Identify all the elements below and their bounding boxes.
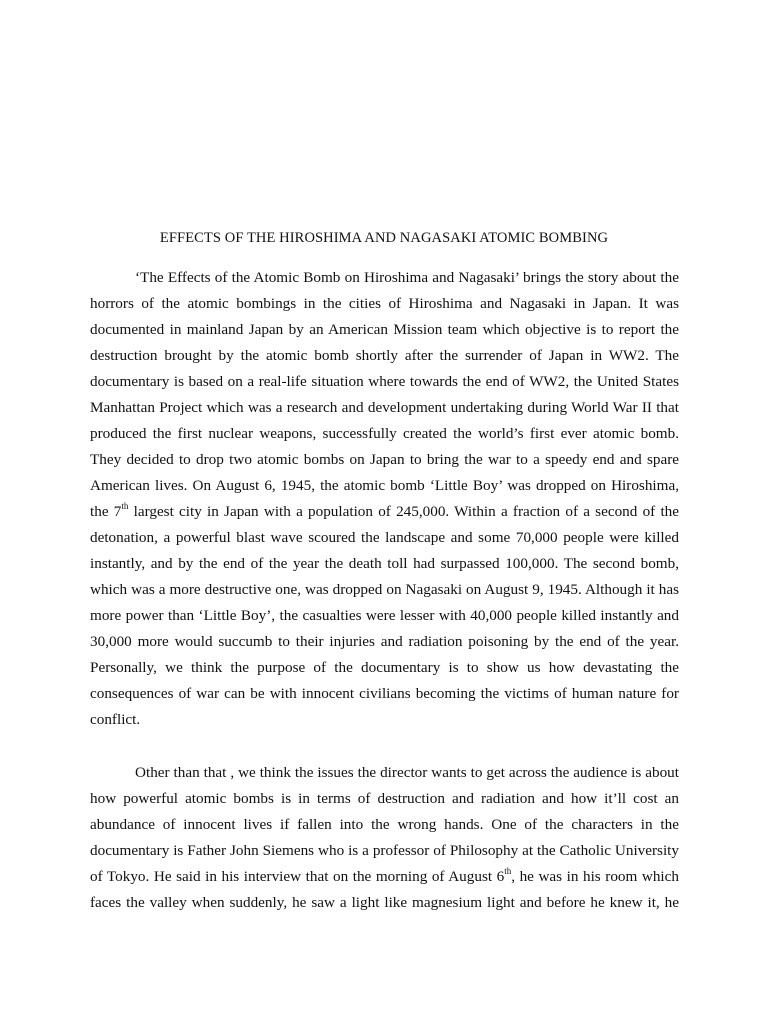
paragraph-line: Other than that , we think the issues the director wants to get across the audience is about xyxy=(135,764,679,781)
paragraph-line: consequences of war can be with innocent civilians becoming the victims of human nature for xyxy=(90,685,679,702)
paragraph-line: which was a more destructive one, was dropped on Nagasaki on August 9, 1945. Although it has xyxy=(90,581,679,598)
paragraph-line: how powerful atomic bombs is in terms of destruction and radiation and how it’ll cost an xyxy=(90,790,679,807)
line-text: , he was in his room which xyxy=(511,868,679,885)
paragraph-line xyxy=(90,864,679,890)
paragraph-line: 30,000 more would succumb to their injuries and radiation poisoning by the end of the year. xyxy=(90,633,679,650)
paragraph-line: produced the first nuclear weapons, successfully created the world’s first ever atomic bomb. xyxy=(90,425,679,442)
paragraph-line: documentary is Father John Siemens who is a professor of Philosophy at the Catholic University xyxy=(90,842,679,859)
paragraph-line: abundance of innocent lives if fallen into the wrong hands. One of the characters in the xyxy=(90,816,679,833)
document-title: EFFECTS OF THE HIROSHIMA AND NAGASAKI ATOMIC BOMBING xyxy=(159,230,609,246)
paragraph-line: Manhattan Project which was a research and development undertaking during World War II that xyxy=(90,399,679,416)
paragraph-line: destruction brought by the atomic bomb shortly after the surrender of Japan in WW2. The xyxy=(90,347,679,364)
paragraph-line: conflict. xyxy=(90,711,141,728)
ordinal-superscript: th xyxy=(504,865,512,876)
paragraph-line: detonation, a powerful blast wave scoured the landscape and some 70,000 people were killed xyxy=(90,529,679,546)
paragraph-line: instantly, and by the end of the year the death toll had surpassed 100,000. The second bomb, xyxy=(90,555,679,572)
line-text: the 7 xyxy=(90,503,122,520)
paragraph-line: American lives. On August 6, 1945, the atomic bomb ‘Little Boy’ was dropped on Hiroshima, xyxy=(90,477,679,494)
paragraph-line: documentary is based on a real-life situation where towards the end of WW2, the United States xyxy=(90,373,679,390)
paragraph-line: more power than ‘Little Boy’, the casualties were lesser with 40,000 people killed instantly and xyxy=(90,607,679,624)
ordinal-superscript: th xyxy=(121,500,129,511)
paragraph-line: ‘The Effects of the Atomic Bomb on Hiroshima and Nagasaki’ brings the story about the xyxy=(135,269,679,286)
paragraph-line: horrors of the atomic bombings in the cities of Hiroshima and Nagasaki in Japan. It was xyxy=(90,295,679,312)
paragraph-line xyxy=(90,499,679,525)
line-text: of Tokyo. He said in his interview that on the morning of August 6 xyxy=(90,868,505,885)
paragraph-line: Personally, we think the purpose of the documentary is to show us how devastating the xyxy=(90,659,679,676)
paragraph-line: They decided to drop two atomic bombs on Japan to bring the war to a speedy end and spare xyxy=(90,451,679,468)
paragraph-line: faces the valley when suddenly, he saw a light like magnesium light and before he knew it, he xyxy=(90,894,679,911)
paragraph-line: documented in mainland Japan by an American Mission team which objective is to report the xyxy=(90,321,679,338)
line-text: largest city in Japan with a population of 245,000. Within a fraction of a second of the xyxy=(128,503,679,520)
